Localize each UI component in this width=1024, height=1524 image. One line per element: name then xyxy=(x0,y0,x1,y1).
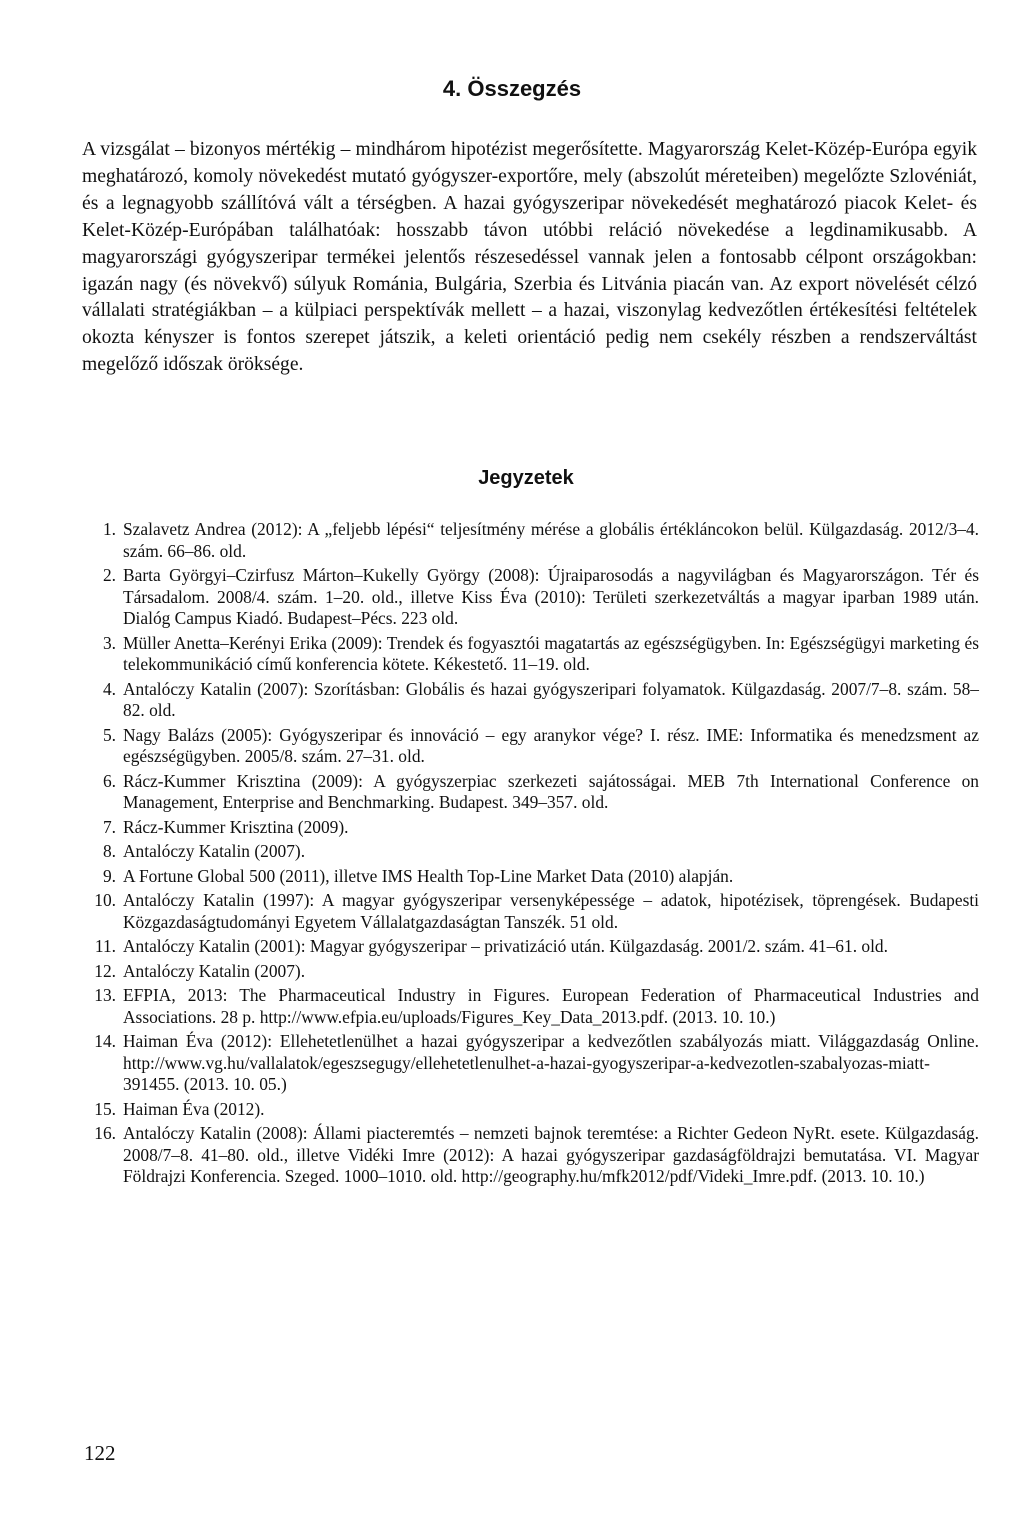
note-item xyxy=(84,1123,979,1188)
note-text: Haiman Éva (2012). xyxy=(123,1098,265,1119)
note-item xyxy=(84,866,979,888)
note-text: Barta Györgyi–Czirfusz Márton–Kukelly György (2008): Újraiparosodás a nagyvilágban és Magyarországon. Tér és Társadalom. 2008/4. szám. 1–20. old., illetve Kiss Éva (2010): Területi szerkezetváltás a magyar iparban 1989 után. Dialóg Campus Kiadó. Budapest–Pécs. 223 old. xyxy=(123,565,979,628)
note-number: 2. xyxy=(102,565,116,585)
summary-paragraph: A vizsgálat – bizonyos mértékig – mindhárom hipotézist megerősítette. Magyarország Kelet-Közép-Európa egyik meghatározó, komoly növekedést mutató gyógyszer-exportőre, mely (abszolút méreteiben) megelőzte Szlovéniát, és a legnagyobb szállítóvá vált a térségben. A hazai gyógyszeripar növekedését meghatározó piacok Kelet- és Kelet-Közép-Európában találhatóak: hosszabb távon utóbbi reláció növekedése a legdinamikusabb. A magyarországi gyógyszeripar termékei jelentős részesedéssel vannak jelen a fontosabb célpont országokban: igazán nagy (és növekvő) súlyuk Románia, Bulgária, Szerbia és Litvánia piacán van. Az export növelését célzó vállalati stratégiákban – a külpiaci perspektívák mellett – a hazai, viszonylag kedvezőtlen értékesítési feltételek okozta kényszer is fontos szerepet játszik, a keleti orientáció pedig nem csekély részben a rendszerváltást megelőző időszak öröksége. xyxy=(82,139,977,376)
note-number: 14. xyxy=(94,1031,116,1051)
note-number: 7. xyxy=(102,816,116,837)
note-text: Antalóczy Katalin (1997): A magyar gyógyszeripar versenyképessége – adatok, hipotézisek, töprengések. Budapesti Közgazdaságtudományi Egyetem Vállalatgazdaságtan Tanszék. 51 old. xyxy=(123,890,979,932)
note-text: Müller Anetta–Kerényi Erika (2009): Trendek és fogyasztói magatartás az egészségügyben. In: Egészségügyi marketing és telekommunikáció című konferencia kötete. Kékestető. 11–19. old. xyxy=(123,632,979,674)
note-text: EFPIA, 2013: The Pharmaceutical Industry in Figures. European Federation of Pharmaceutical Industries and Associations. 28 p. http://www.efpia.eu/uploads/Figures_Key_Data_2013.pdf. (2013. 10. 10.) xyxy=(123,985,979,1027)
note-number: 4. xyxy=(102,678,116,699)
note-number: 8. xyxy=(102,841,116,861)
note-item xyxy=(84,565,979,630)
note-item xyxy=(84,1099,979,1121)
note-number: 9. xyxy=(102,865,116,886)
note-text: A Fortune Global 500 (2011), illetve IMS Health Top-Line Market Data (2010) alapján. xyxy=(123,865,734,886)
note-text: Rácz-Kummer Krisztina (2009): A gyógyszerpiac szerkezeti sajátosságai. MEB 7th International Conference on Management, Enterprise and Benchmarking. Budapest. 349–357. old. xyxy=(123,770,979,812)
note-item xyxy=(84,771,979,814)
note-number: 11. xyxy=(94,936,116,956)
note-item xyxy=(84,961,979,983)
note-item xyxy=(84,936,979,958)
note-number: 16. xyxy=(94,1123,116,1143)
note-number: 13. xyxy=(94,985,116,1005)
note-text: Rácz-Kummer Krisztina (2009). xyxy=(123,816,349,837)
note-item xyxy=(84,725,979,768)
note-item xyxy=(84,817,979,839)
notes-list xyxy=(84,519,979,1191)
notes-title: Jegyzetek xyxy=(478,467,574,489)
note-number: 1. xyxy=(102,519,116,539)
note-text: Haiman Éva (2012): Ellehetetlenülhet a hazai gyógyszeripar a kedvezőtlen szabályozás miatt. Világgazdaság Online. http://www.vg.hu/vallalatok/egeszsegugy/ellehetetlenulhet-a-hazai-gyogyszeripar-a-kedvezotlen-szabalyozas-miatt-391455. (2013. 10. 05.) xyxy=(123,1031,979,1094)
section-title: 4. Összegzés xyxy=(442,76,582,101)
note-item xyxy=(84,1031,979,1096)
note-text: Antalóczy Katalin (2007). xyxy=(123,841,306,861)
note-number: 15. xyxy=(94,1098,116,1119)
note-item xyxy=(84,985,979,1028)
note-item xyxy=(84,633,979,676)
note-text: Antalóczy Katalin (2007): Szorításban: Globális és hazai gyógyszeripari folyamatok. Külgazdaság. 2007/7–8. szám. 58–82. old. xyxy=(123,678,979,720)
note-item xyxy=(84,519,979,562)
note-number: 12. xyxy=(94,960,116,981)
note-text: Nagy Balázs (2005): Gyógyszeripar és innováció – egy aranykor vége? I. rész. IME: Informatika és menedzsment az egészségügyben. 2005/8. szám. 27–31. old. xyxy=(123,724,979,766)
note-number: 3. xyxy=(102,632,116,653)
note-item xyxy=(84,841,979,863)
note-item xyxy=(84,890,979,933)
note-text: Szalavetz Andrea (2012): A „feljebb lépési“ teljesítmény mérése a globális értékláncokon belül. Külgazdaság. 2012/3–4. szám. 66–86. old. xyxy=(123,519,979,561)
note-number: 6. xyxy=(102,770,116,791)
page-number: 122 xyxy=(84,1441,116,1465)
note-number: 5. xyxy=(102,724,116,745)
note-text: Antalóczy Katalin (2007). xyxy=(123,960,306,981)
note-item xyxy=(84,679,979,722)
note-text: Antalóczy Katalin (2008): Állami piacteremtés – nemzeti bajnok teremtése: a Richter Gedeon NyRt. esete. Külgazdaság. 2008/7–8. 41–80. old., illetve Vidéki Imre (2012): A hazai gyógyszeripar gazdaságföldrajzi bemutatása. VI. Magyar Földrajzi Konferencia. Szeged. 1000–1010. old. http://geography.hu/mfk2012/pdf/Videki_Imre.pdf. (2013. 10. 10.) xyxy=(123,1123,979,1186)
note-text: Antalóczy Katalin (2001): Magyar gyógyszeripar – privatizáció után. Külgazdaság. 2001/2. szám. 41–61. old. xyxy=(123,936,888,956)
note-number: 10. xyxy=(94,890,116,910)
